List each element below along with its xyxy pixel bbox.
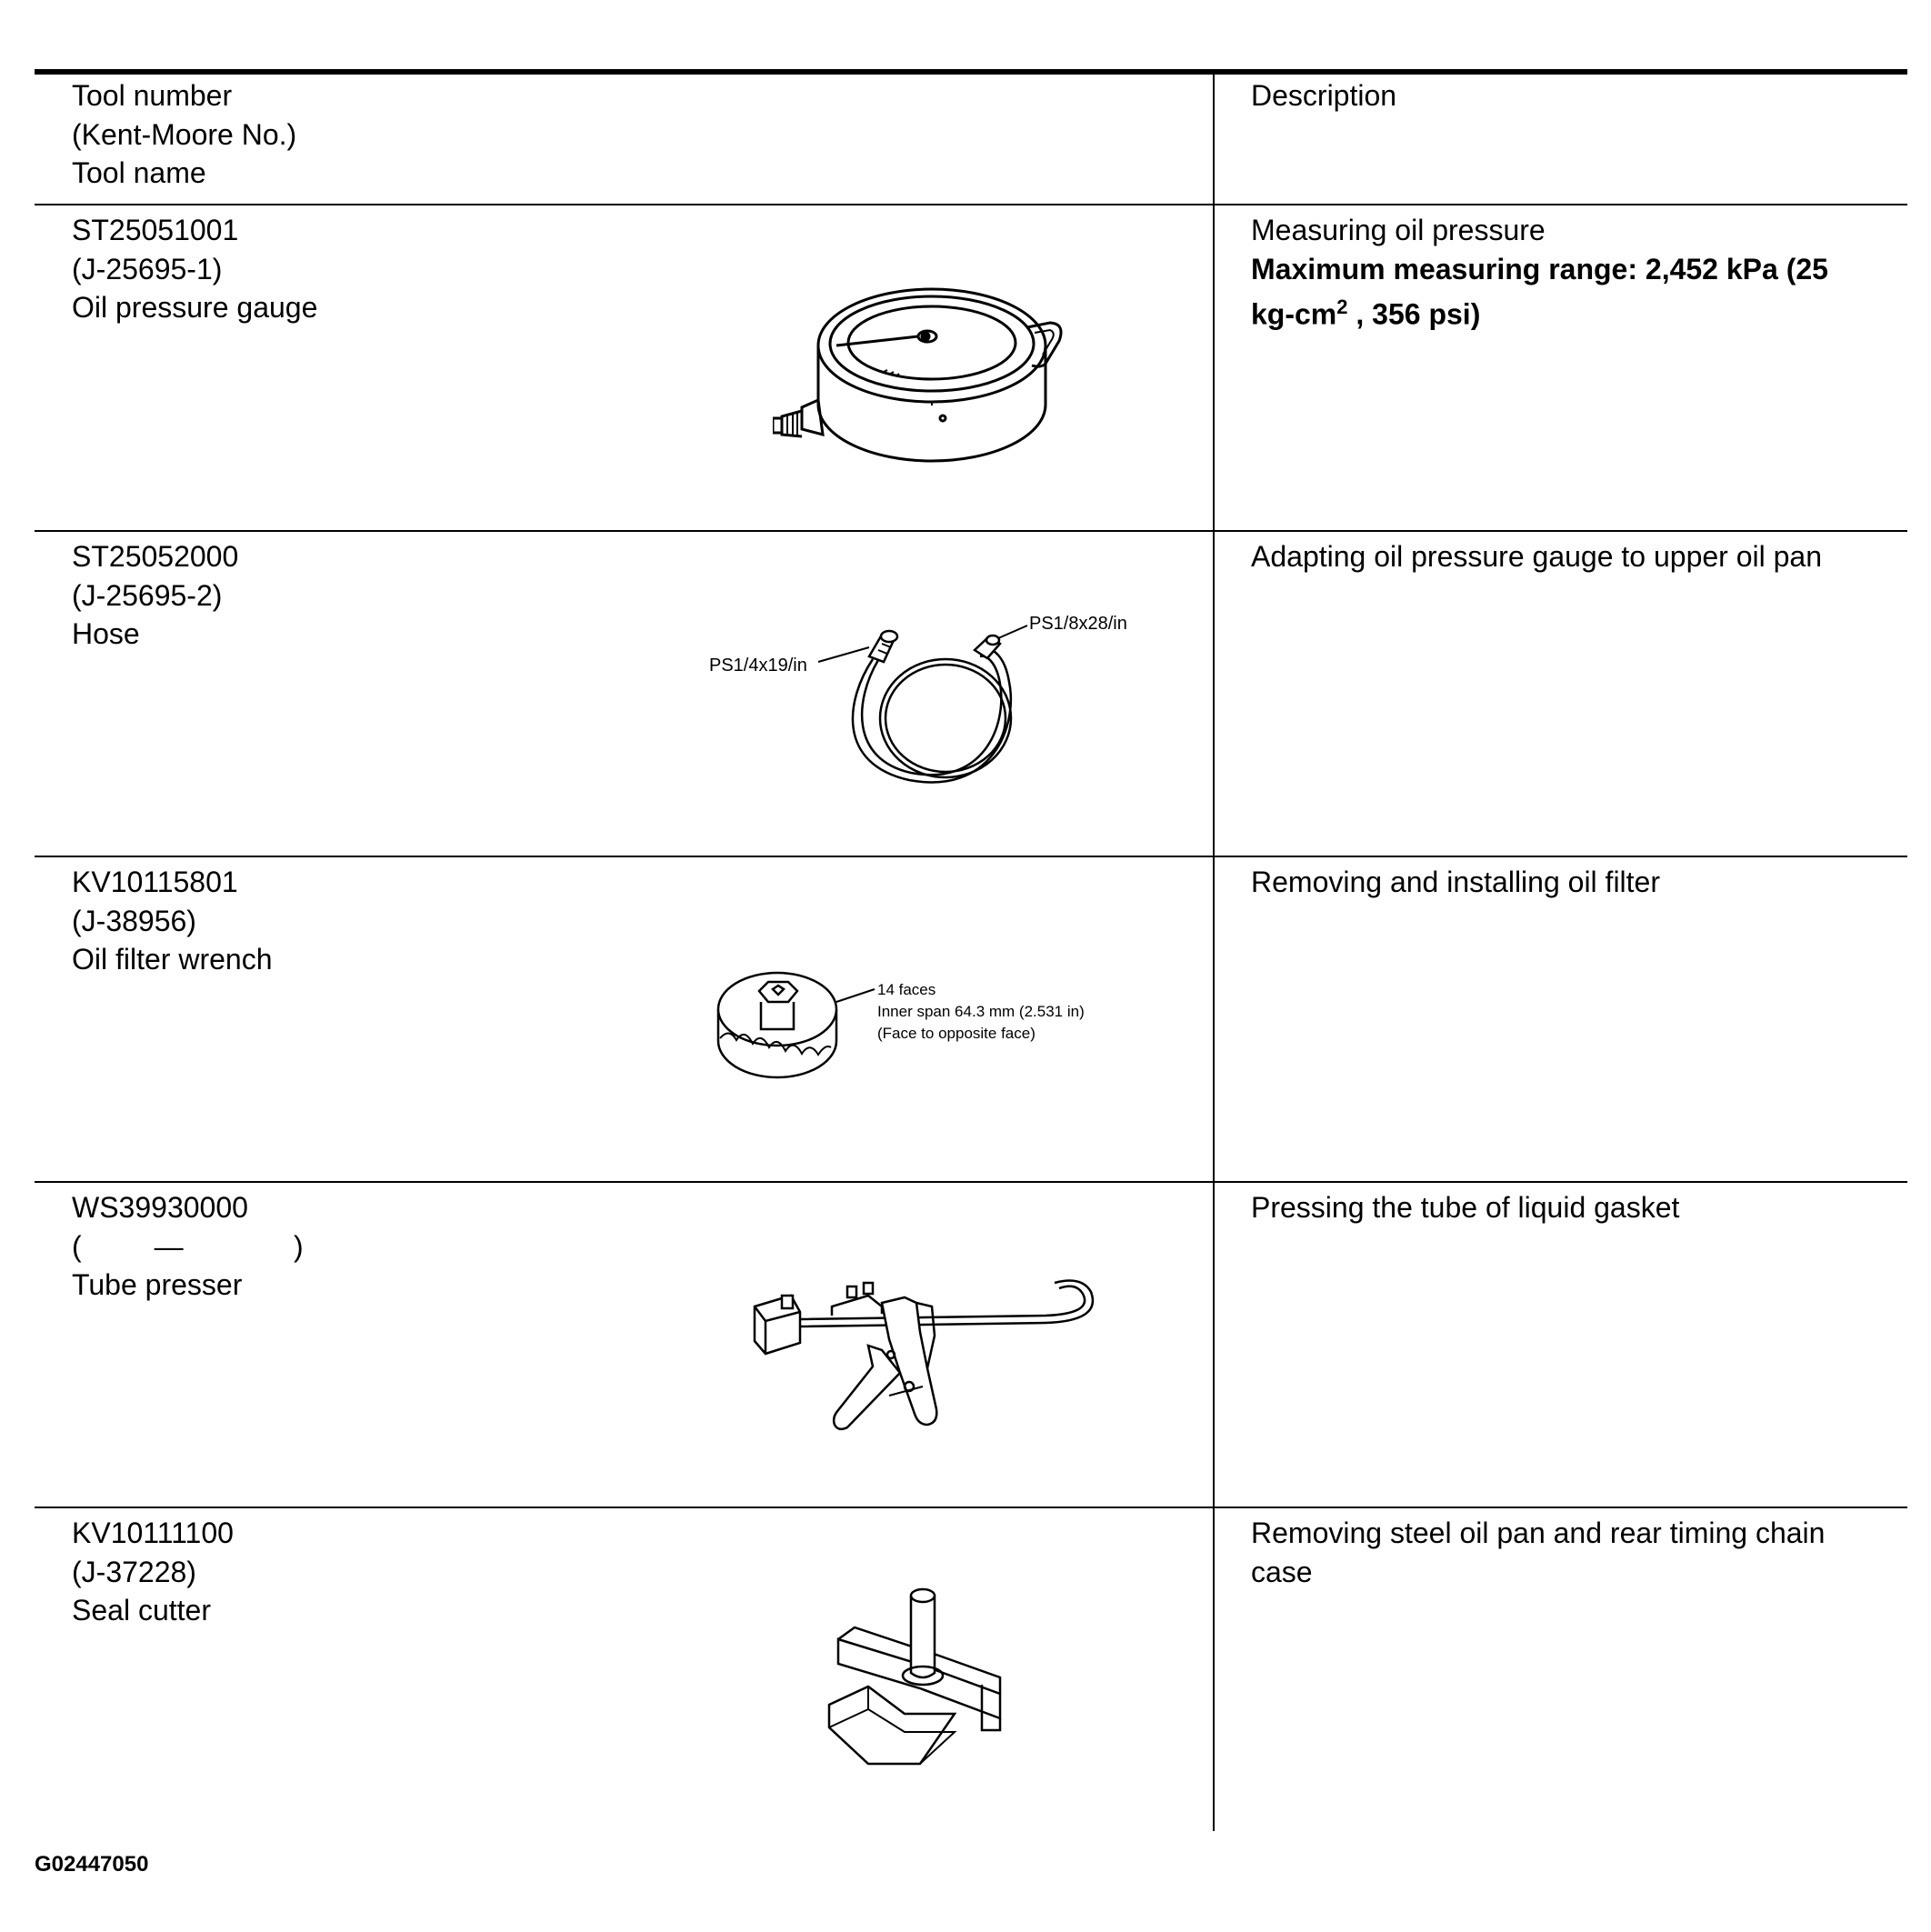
tool-row-5-info [72, 1514, 708, 1630]
spec-text-line2 [1251, 288, 1906, 334]
header-divider [35, 204, 1907, 205]
oil-pressure-gauge-illustration [773, 273, 1073, 482]
oil-filter-wrench-illustration [709, 955, 1146, 1091]
spec-unit: kg-cm [1251, 297, 1337, 331]
tool-number: ST25052000 [72, 540, 239, 573]
tool-row-1-description [1251, 211, 1906, 334]
header-description: Description [1251, 79, 1397, 112]
description-text: Pressing the tube of liquid gasket [1251, 1191, 1680, 1224]
table-top-rule [35, 69, 1907, 75]
wrench-note-3: (Face to opposite face) [877, 1025, 1036, 1042]
tool-row-3-info [72, 863, 708, 979]
tool-number: ST25051001 [72, 214, 239, 246]
seal-cutter-illustration [818, 1577, 1018, 1773]
description-text-line1: Removing steel oil pan and rear timing chain [1251, 1517, 1826, 1549]
description-text: Removing and installing oil filter [1251, 866, 1660, 898]
header-description-column [1251, 76, 1887, 115]
spec-psi: , 356 psi) [1347, 297, 1481, 331]
kent-moore-close: ) [294, 1229, 304, 1263]
tool-row-4-description [1251, 1188, 1887, 1227]
description-text-line2: case [1251, 1555, 1313, 1588]
header-kent-moore: (Kent-Moore No.) [72, 117, 297, 151]
description-text: Adapting oil pressure gauge to upper oil pan [1251, 540, 1822, 573]
row-divider-2 [35, 856, 1907, 857]
figure-id: G02447050 [35, 1852, 149, 1877]
kent-moore-number: (J-37228) [72, 1555, 196, 1588]
kent-moore-number [72, 1227, 708, 1266]
kent-moore-open: ( [72, 1229, 82, 1263]
label-left: PS1/4x19/in [709, 656, 807, 676]
hose-illustration [700, 600, 1155, 800]
spec-text-line1: Maximum measuring range: 2,452 kPa (25 [1251, 252, 1828, 285]
tool-row-2-description [1251, 537, 1887, 576]
tool-name: Oil filter wrench [72, 943, 273, 976]
header-tool-column [72, 76, 708, 193]
wrench-note-1: 14 faces [877, 981, 936, 998]
tool-name: Oil pressure gauge [72, 291, 318, 324]
tool-number: KV10115801 [72, 866, 238, 898]
tool-name: Seal cutter [72, 1594, 211, 1627]
header-tool-name: Tool name [72, 156, 206, 189]
tool-row-3-description [1251, 863, 1887, 902]
tool-row-5-description [1251, 1514, 1887, 1591]
kent-moore-number: (J-25695-2) [72, 578, 223, 612]
tool-row-2-info [72, 537, 708, 654]
header-tool-number: Tool number [72, 79, 233, 112]
row-divider-4 [35, 1507, 1907, 1508]
description-text: Measuring oil pressure [1251, 214, 1546, 246]
label-right: PS1/8x28/in [1029, 614, 1127, 634]
tool-number: WS39930000 [72, 1191, 248, 1224]
row-divider-1 [35, 530, 1907, 532]
row-divider-3 [35, 1181, 1907, 1183]
kent-moore-number: (J-38956) [72, 904, 196, 937]
tool-name: Hose [72, 617, 140, 650]
tool-name: Tube presser [72, 1268, 243, 1301]
kent-moore-dash: — [154, 1229, 184, 1263]
tool-row-1-info [72, 211, 708, 327]
wrench-note-2: Inner span 64.3 mm (2.531 in) [877, 1003, 1085, 1020]
tool-number: KV10111100 [72, 1517, 234, 1549]
tube-presser-illustration [745, 1259, 1100, 1455]
kent-moore-number: (J-25695-1) [72, 252, 223, 285]
spec-superscript: 2 [1336, 295, 1348, 318]
column-divider [1213, 75, 1215, 1831]
tool-row-4-info [72, 1188, 708, 1305]
